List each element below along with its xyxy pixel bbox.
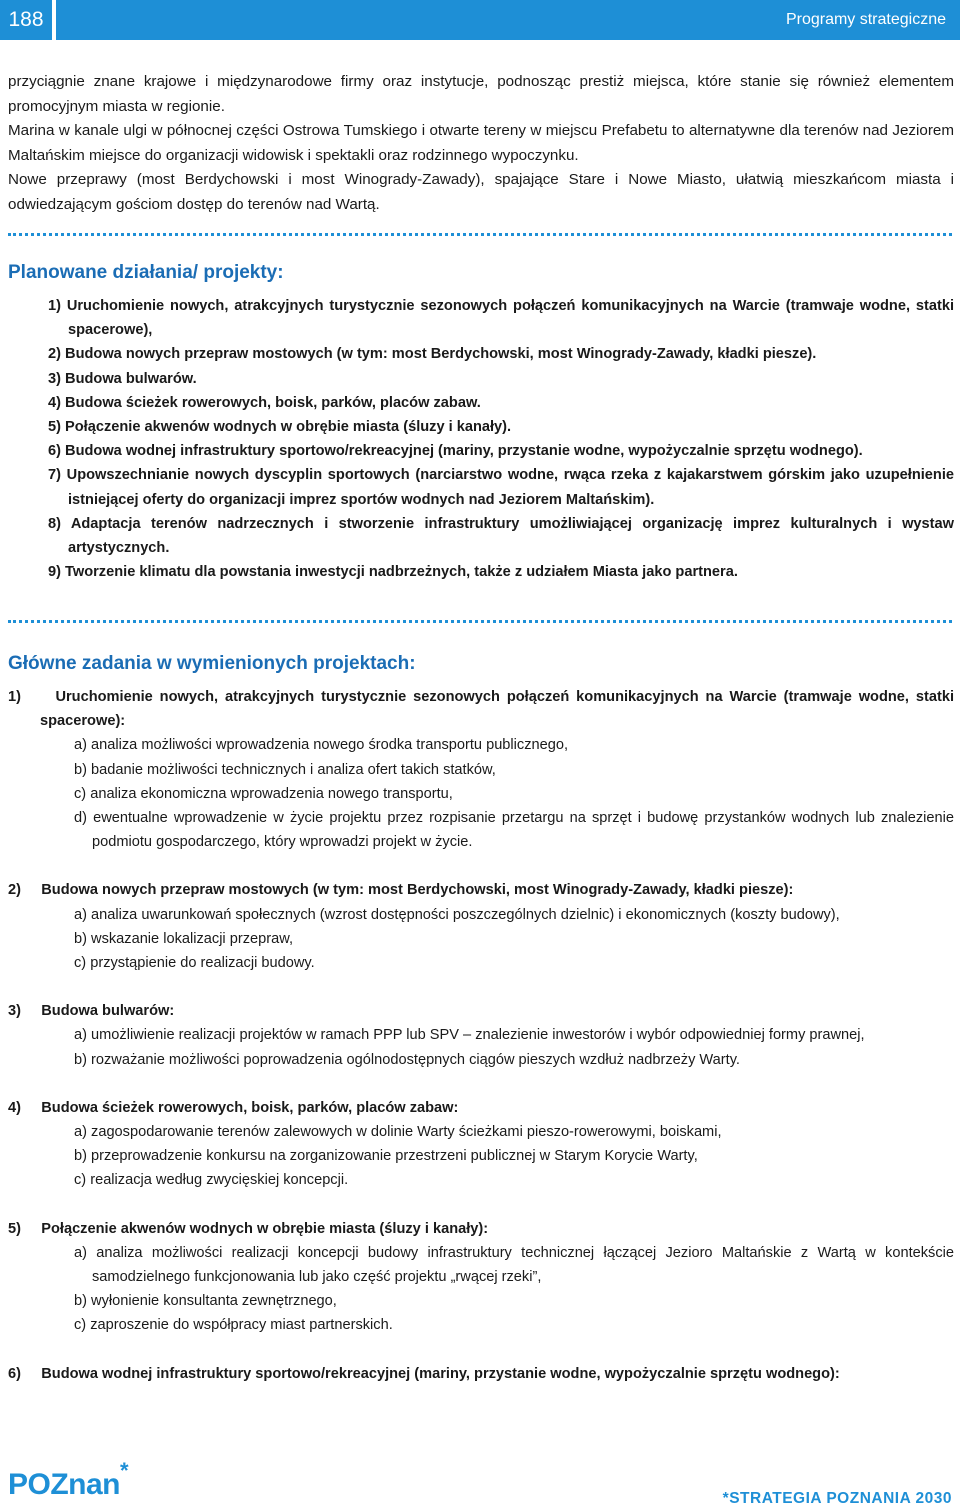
logo-text: POZnan	[8, 1468, 121, 1501]
list-item: 9) Tworzenie klimatu dla powstania inwestycji nadbrzeżnych, także z udziałem Miasta jako partnera.	[48, 564, 738, 581]
task-group-title: 3) Budowa bulwarów:	[8, 1003, 175, 1020]
task-group	[8, 1362, 954, 1386]
section-title: Programy strategiczne	[785, 11, 946, 28]
logo-star-icon: *	[120, 1458, 129, 1483]
task-subitem: a) analiza możliwości realizacji koncepcji budowy infrastruktury technicznej łączącej Jezioro Maltańskie z Wartą w kontekście samodzielnego funkcjonowania lub jako część projektu „rwącej rzeki”,	[74, 1244, 954, 1286]
list-item: 7) Upowszechnianie nowych dyscyplin sportowych (narciarstwo wodne, rwąca rzeka z kajakarstwem górskim jako uzupełnienie istniejącej oferty do organizacji imprez sportów wodnych nad Jeziorem Maltańskim).	[48, 467, 954, 508]
intro-paragraph: Nowe przeprawy (most Berdychowski i most Winogrady-Zawady), spajające Stare i Nowe Miasto, ułatwią mieszkańcom miasta i odwiedzającym gościom dostęp do terenów nad Wartą.	[8, 171, 954, 213]
task-group	[8, 1096, 954, 1193]
list-item: 5) Połączenie akwenów wodnych w obrębie miasta (śluzy i kanały).	[48, 419, 512, 436]
task-group	[8, 878, 954, 975]
task-group	[8, 685, 954, 854]
list-item: 3) Budowa bulwarów.	[48, 370, 197, 387]
intro-paragraph: przyciągnie znane krajowe i międzynarodowe firmy oraz instytucje, podnosząc prestiż miejsca, które stanie się również elementem promocyjnym miasta w regionie.	[8, 73, 954, 115]
task-group-title: 2) Budowa nowych przepraw mostowych (w tym: most Berdychowski, most Winogrady-Zawady, kładki piesze):	[8, 882, 794, 899]
task-subitem: a) zagospodarowanie terenów zalewowych w dolinie Warty ścieżkami pieszo-rowerowymi, boiskami,	[74, 1124, 722, 1141]
task-subitem: a) umożliwienie realizacji projektów w ramach PPP lub SPV – znalezienie inwestorów i wybór odpowiedniej formy prawnej,	[74, 1027, 865, 1044]
task-subitem: a) analiza możliwości wprowadzenia nowego środka transportu publicznego,	[74, 737, 569, 754]
section-title-bar	[56, 0, 960, 40]
intro-text	[8, 70, 954, 217]
task-group-title: 5) Połączenie akwenów wodnych w obrębie miasta (śluzy i kanały):	[8, 1220, 489, 1237]
list-item: 4) Budowa ścieżek rowerowych, boisk, parków, placów zabaw.	[48, 394, 481, 411]
list-item: 6) Budowa wodnej infrastruktury sportowo/rekreacyjnej (mariny, przystanie wodne, wypożyczalnie sprzętu wodnego).	[48, 443, 863, 460]
task-group-title: 6) Budowa wodnej infrastruktury sportowo/rekreacyjnej (mariny, przystanie wodne, wypożyczalnie sprzętu wodnego):	[8, 1365, 840, 1382]
task-subitem: b) wskazanie lokalizacji przepraw,	[74, 930, 293, 947]
task-subitem: b) badanie możliwości technicznych i analiza ofert takich statków,	[74, 761, 496, 778]
task-subitem: b) wyłonienie konsultanta zewnętrznego,	[74, 1293, 337, 1310]
task-subitem: c) zaproszenie do współpracy miast partnerskich.	[74, 1317, 393, 1334]
task-subitem: a) analiza uwarunkowań społecznych (wzrost dostępności poszczególnych dzielnic) i ekonomicznych (koszty budowy),	[74, 906, 840, 923]
list-item: 8) Adaptacja terenów nadrzecznych i stworzenie infrastruktury umożliwiającej organizację imprez kulturalnych i wystaw artystycznych.	[48, 515, 954, 557]
task-group-title: 1) Uruchomienie nowych, atrakcyjnych turystycznie sezonowych połączeń komunikacyjnych na Warcie (tramwaje wodne, statki spacerowe):	[8, 689, 954, 730]
poznan-logo	[8, 1458, 129, 1502]
dotted-divider	[8, 233, 952, 236]
planned-heading: Planowane działania/ projekty:	[8, 262, 284, 283]
task-subitem: c) realizacja według zwycięskiej koncepcji.	[74, 1172, 349, 1189]
strategy-label: *STRATEGIA POZNANIA 2030	[722, 1490, 952, 1507]
task-subitem: d) ewentualne wprowadzenie w życie projektu przez rozpisanie przetargu na sprzęt i budowę przystanków wodnych lub znalezienie podmiotu gospodarczego, który wprowadzi projekt w życie.	[74, 810, 954, 851]
intro-paragraph: Marina w kanale ulgi w północnej części Ostrowa Tumskiego i otwarte tereny w miejscu Prefabetu to alternatywne dla terenów nad Jeziorem Maltańskim miejsce do organizacji widowisk i spektakli oraz rodzinnego wypoczynku.	[8, 122, 954, 164]
task-subitem: c) analiza ekonomiczna wprowadzenia nowego transportu,	[74, 785, 453, 802]
tasks-list	[8, 685, 954, 1410]
page-number: 188	[0, 0, 52, 40]
list-item: 2) Budowa nowych przepraw mostowych (w tym: most Berdychowski, most Winogrady-Zawady, kładki piesze).	[48, 346, 817, 363]
tasks-heading: Główne zadania w wymienionych projektach:	[8, 653, 416, 674]
list-item: 1) Uruchomienie nowych, atrakcyjnych turystycznie sezonowych połączeń komunikacyjnych na Warcie (tramwaje wodne, statki spacerowe),	[48, 298, 954, 339]
task-subitem: b) przeprowadzenie konkursu na zorganizowanie przestrzeni publicznej w Starym Korycie Warty,	[74, 1148, 698, 1165]
dotted-divider	[8, 620, 952, 623]
task-group	[8, 1217, 954, 1338]
task-group-title: 4) Budowa ścieżek rowerowych, boisk, parków, placów zabaw:	[8, 1099, 459, 1116]
planned-list	[48, 294, 954, 584]
task-subitem: c) przystąpienie do realizacji budowy.	[74, 955, 315, 972]
task-group	[8, 999, 954, 1072]
task-subitem: b) rozważanie możliwości poprowadzenia ogólnodostępnych ciągów pieszych wzdłuż nadbrzeży Warty.	[74, 1051, 740, 1068]
page-header	[0, 0, 960, 40]
